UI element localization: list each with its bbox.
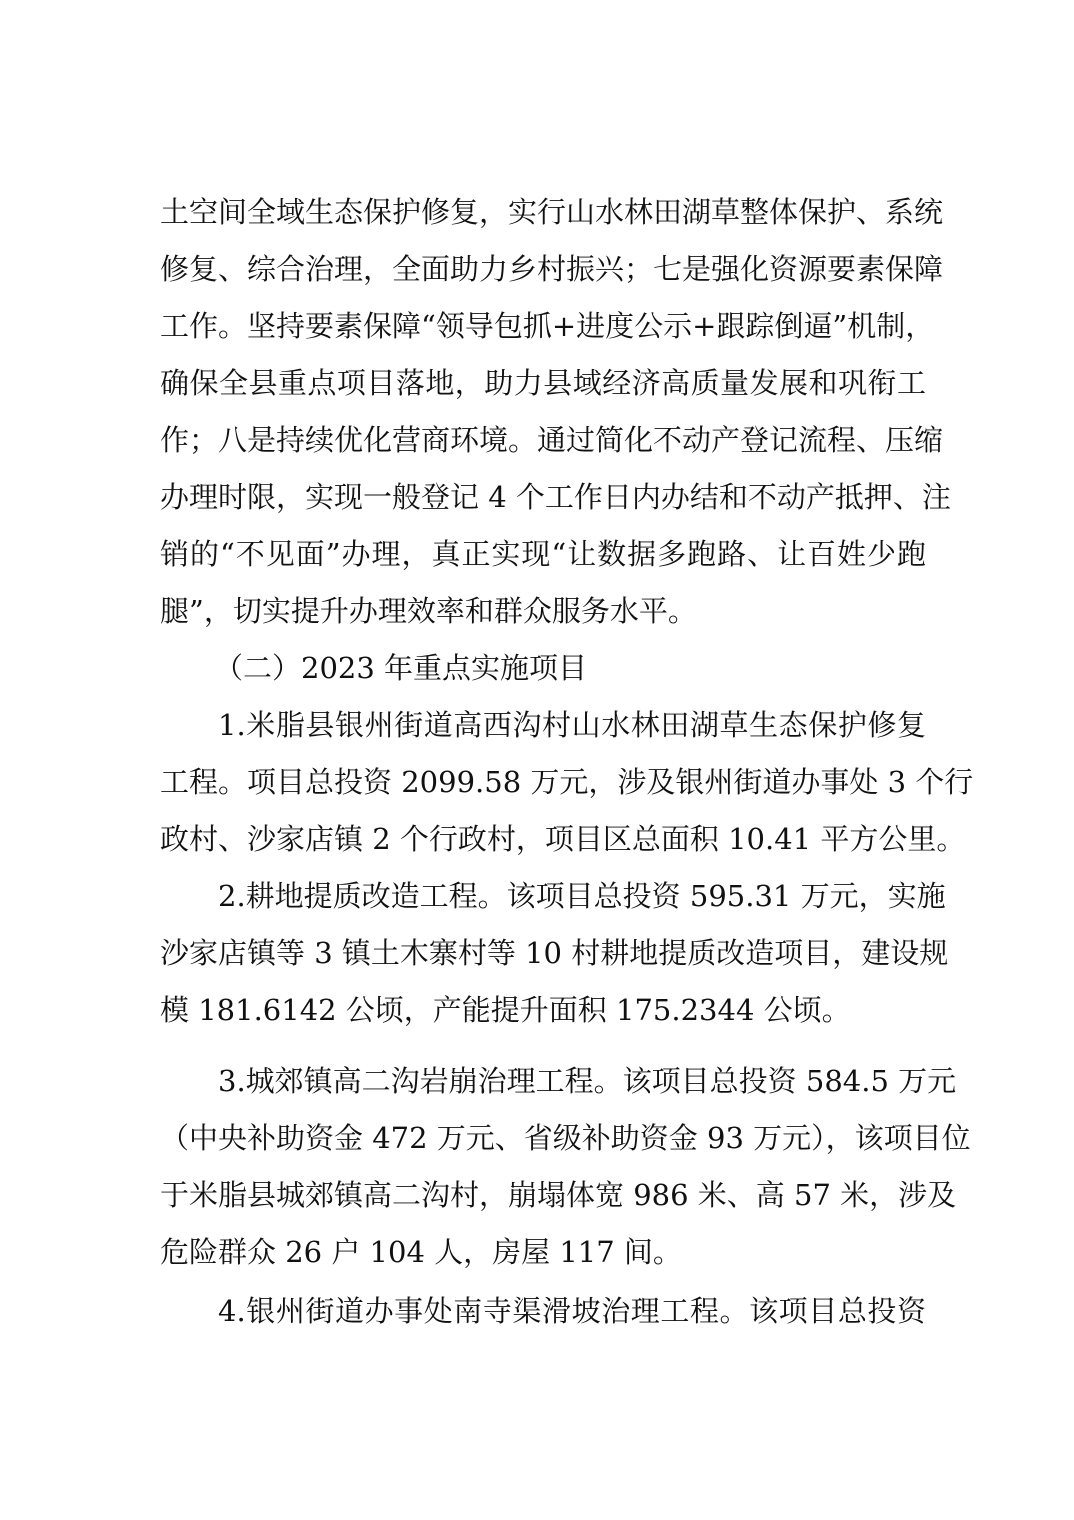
paragraph-line: 沙家店镇等 3 镇土木寨村等 10 村耕地提质改造项目，建设规 — [160, 936, 949, 970]
paragraph-line: 4.银州街道办事处南寺渠滑坡治理工程。该项目总投资 — [218, 1294, 926, 1328]
paragraph-line: 3.城郊镇高二沟岩崩治理工程。该项目总投资 584.5 万元 — [218, 1064, 957, 1098]
paragraph-line: 销的“不见面”办理，真正实现“让数据多跑路、让百姓少跑 — [160, 537, 926, 571]
paragraph-line: 模 181.6142 公顷，产能提升面积 175.2344 公顷。 — [160, 993, 851, 1027]
paragraph-line: （中央补助资金 472 万元、省级补助资金 93 万元），该项目位 — [160, 1121, 971, 1155]
paragraph-line: 修复、综合治理，全面助力乡村振兴；七是强化资源要素保障 — [160, 252, 944, 286]
paragraph-line: 确保全县重点项目落地，助力县域经济高质量发展和巩衔工 — [160, 366, 926, 400]
paragraph-line: 办理时限，实现一般登记 4 个工作日内办结和不动产抵押、注 — [160, 480, 951, 514]
paragraph-line: 工作。坚持要素保障“领导包抓+进度公示+跟踪倒逼”机制， — [160, 309, 935, 343]
paragraph-line: 政村、沙家店镇 2 个行政村，项目区总面积 10.41 平方公里。 — [160, 822, 966, 856]
paragraph-line: 作；八是持续优化营商环境。通过简化不动产登记流程、压缩 — [160, 423, 944, 457]
paragraph-line: 危险群众 26 户 104 人，房屋 117 间。 — [160, 1235, 682, 1269]
paragraph-line: 腿”，切实提升办理效率和群众服务水平。 — [160, 594, 697, 628]
paragraph-line: 1.米脂县银州街道高西沟村山水林田湖草生态保护修复 — [218, 708, 926, 742]
paragraph-line: 2.耕地提质改造工程。该项目总投资 595.31 万元，实施 — [218, 879, 946, 913]
paragraph-line: 土空间全域生态保护修复，实行山水林田湖草整体保护、系统 — [160, 195, 944, 229]
paragraph-line: 于米脂县城郊镇高二沟村，崩塌体宽 986 米、高 57 米，涉及 — [160, 1178, 957, 1212]
section-heading: （二）2023 年重点实施项目 — [214, 651, 588, 685]
paragraph-line: 工程。项目总投资 2099.58 万元，涉及银州街道办事处 3 个行 — [160, 765, 974, 799]
